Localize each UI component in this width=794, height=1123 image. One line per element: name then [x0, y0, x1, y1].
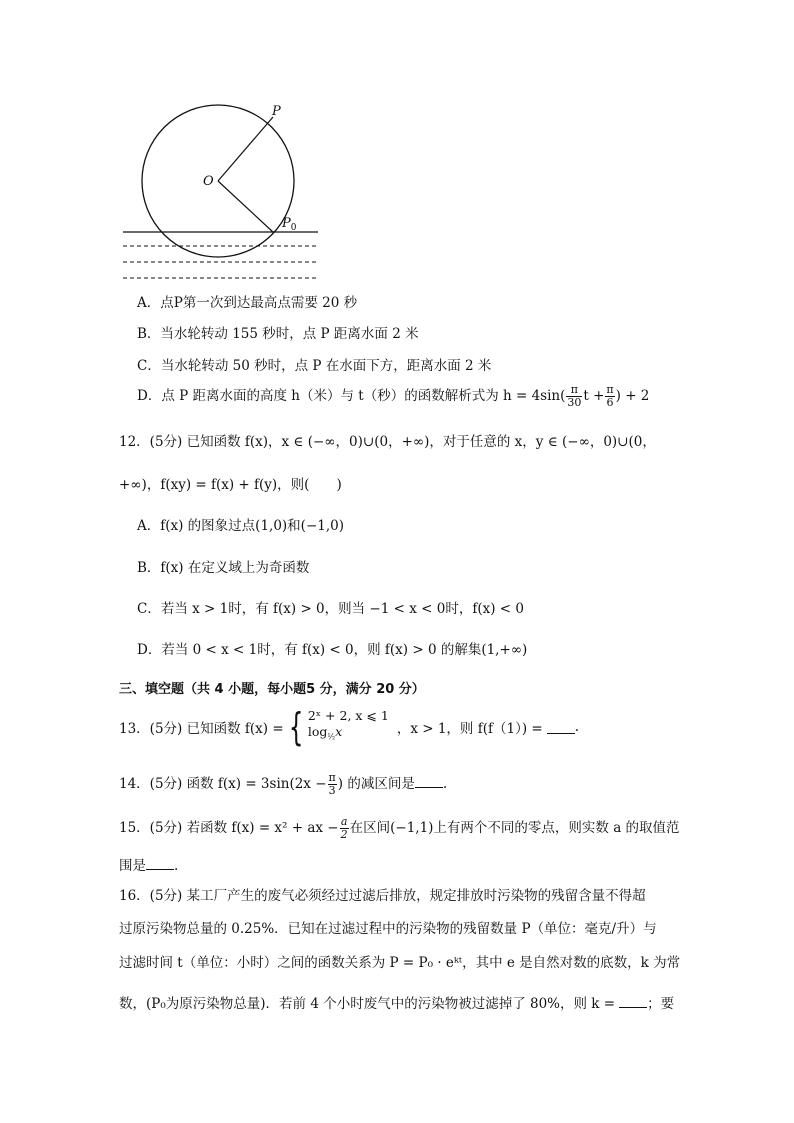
water-wheel-figure	[118, 95, 328, 290]
label-P: P	[272, 104, 281, 119]
q11-d-mid: t +	[583, 388, 605, 404]
q15-frac: $\frac{a}{2}$	[340, 815, 348, 841]
q13-cases	[308, 708, 389, 746]
q12-option-b: B．f(x) 在定义域上为奇函数	[137, 560, 310, 576]
q11-d-pre: D．点 P 距离水面的高度 h（米）与 t（秒）的函数解析式为 h = 4sin(	[137, 388, 566, 404]
q14-post: ) 的减区间是	[337, 776, 415, 792]
q12-option-d: D．若当 0 < x < 1时，有 f(x) < 0，则 f(x) > 0 的解集(1,+∞)	[137, 642, 528, 658]
q16-line4: 数，(P₀为原污染物总量)．若前 4 个小时废气中的污染物被过滤掉了 80%，则 k = ；要	[119, 996, 675, 1012]
q16-line2: 过原污染物总量的 0.25%．已知在过滤过程中的污染物的残留数量 P（单位：毫克/升）与	[119, 921, 657, 937]
q12-option-a: A．f(x) 的图象过点(1,0)和(−1,0)	[137, 518, 345, 534]
q12-option-c: C．若当 x > 1时，有 f(x) > 0，则当 −1 < x < 0时，f(x) < 0	[137, 601, 524, 617]
q15-answer-blank[interactable]	[146, 857, 174, 870]
label-P0: $P_0$	[282, 216, 297, 233]
label-O: O	[203, 174, 214, 189]
q13-case1: 2ˣ + 2, x ⩽ 1	[307, 708, 389, 724]
q13-answer-blank[interactable]	[547, 721, 575, 734]
q15-post: 在区间(−1,1)上有两个不同的零点，则实数 a 的取值范	[349, 820, 680, 836]
q16-answer-blank[interactable]	[619, 995, 647, 1008]
q13-pre: 13．(5分) 已知函数 f(x) =	[119, 721, 284, 737]
q11-d-frac1: $\frac{\pi}{30}$	[567, 383, 582, 409]
q11-option-a: A．点P第一次到达最高点需要 20 秒	[137, 295, 358, 311]
q14-pre: 14．(5分) 函数 f(x) = 3sin(2x −	[119, 776, 327, 792]
q15-line1	[119, 816, 680, 841]
q14-frac: $\frac{\pi}{3}$	[328, 771, 336, 797]
q15-pre: 15．(5分) 若函数 f(x) = x² + ax −	[119, 820, 339, 836]
q13-post: ，x > 1，则 f(f（1）) =	[396, 721, 543, 737]
q13-case2: $\log_{\frac{1}{2}}x$	[307, 724, 343, 742]
q12-stem-line1: 12．(5分) 已知函数 f(x)，x ∈ (−∞，0)∪(0，+∞)，对于任意的 x，y ∈ (−∞，0)∪(0，	[119, 434, 656, 450]
q11-d-post: ) + 2	[615, 388, 650, 404]
q16-line3: 过滤时间 t（单位：小时）之间的函数关系为 P = P₀ · eᵏᵗ，其中 e 是自然对数的底数，k 为常	[119, 955, 681, 971]
q14: 14．(5分) 函数 f(x) = 3sin(2x − $\frac{\pi}{3}$ ) 的减区间是 .	[119, 771, 448, 797]
radius-OP	[218, 117, 273, 181]
section-3-heading: 三、填空题（共 4 小题，每小题5 分，满分 20 分）	[119, 682, 425, 697]
q11-option-b: B．当水轮转动 155 秒时，点 P 距离水面 2 米	[137, 326, 419, 342]
q13: 13．(5分) 已知函数 f(x) = { 2ˣ + 2, x ⩽ 1 $\log_{\frac{1}{2}}x$ ，x > 1，则 f(f（1）) = .	[119, 705, 579, 749]
q14-answer-blank[interactable]	[415, 775, 443, 788]
q13-brace: {	[288, 705, 303, 749]
q11-option-c: C．当水轮转动 50 秒时，点 P 在水面下方，距离水面 2 米	[137, 358, 492, 374]
q16-line1: 16．(5分) 某工厂产生的废气必须经过过滤后排放，规定排放时污染物的残留含量不得超	[119, 888, 646, 904]
q15-line2: 围是 .	[119, 858, 179, 874]
q11-option-d	[137, 384, 649, 409]
radius-OP0	[218, 181, 274, 233]
q12-stem-line2: +∞)，f(xy) = f(x) + f(y)，则( )	[119, 477, 342, 493]
q11-d-frac2: $\frac{\pi}{6}$	[606, 383, 614, 409]
